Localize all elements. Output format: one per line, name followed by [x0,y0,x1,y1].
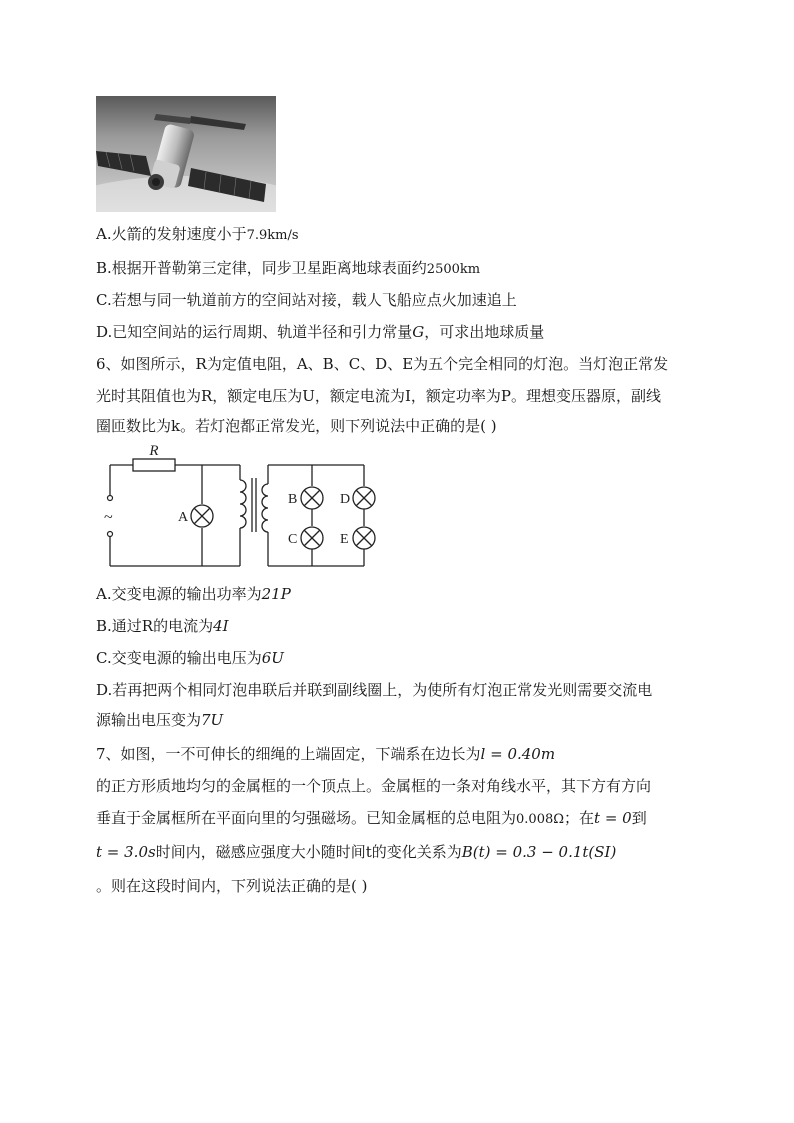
label-lamp-e: E [340,532,349,547]
formula: t = 0 [594,809,632,827]
label-lamp-c: C [288,532,298,547]
label-lamp-b: B [288,492,298,507]
q6-stem-line-2: 光时其阻值也为R，额定电压为U，额定电流为I，额定功率为P。理想变压器原，副线 [96,387,661,405]
q6-option-a [96,584,291,604]
q5-option-c [96,290,517,310]
q6-option-c [96,648,284,668]
formula: 7.9km/s [246,228,299,243]
stem-text: ；在 [564,809,595,827]
terminal-top [108,496,113,501]
formula: G [412,323,425,341]
formula: 2500km [426,262,481,277]
option-text: ，可求出地球质量 [424,323,545,341]
formula: 7U [201,711,224,729]
formula: 4I [213,617,229,635]
q5-option-a [96,224,299,246]
q5-option-b [96,258,480,280]
stem-text: 时间内，磁感应强度大小随时间t的变化关系为 [155,843,462,861]
q7-line-2: 的正方形质地均匀的金属框的一个顶点上。金属框的一条对角线水平，其下方有方向 [96,777,652,795]
label-lamp-d: D [340,492,351,507]
q6-option-b [96,616,229,636]
spacecraft-photo [96,96,276,212]
option-text: C.若想与同一轨道前方的空间站对接，载人飞船应点火加速追上 [96,291,517,309]
q5-option-d [96,322,544,342]
stem-text: 到 [631,809,647,827]
formula: 21P [261,585,291,603]
stem-text: 垂直于金属框所在平面向里的匀强磁场。已知金属框的总电阻为 [96,809,517,827]
option-text: B.通过R的电流为 [96,617,214,635]
q6-option-d-line-2 [96,710,223,730]
label-r: R [149,443,159,459]
option-text: A.火箭的发射速度小于 [96,225,247,243]
option-text: A.交变电源的输出功率为 [96,585,262,603]
formula: B(t) = 0.3 − 0.1t(SI) [461,843,617,861]
q7-line-3 [96,808,647,830]
formula: t = 3.0s [96,843,156,861]
label-lamp-a: A [178,510,189,525]
formula: l = 0.40m [480,745,556,763]
circuit-diagram [100,440,390,580]
q6-option-d-line-1 [96,680,652,700]
label-ac-source: ~ [104,509,113,526]
formula: 0.008Ω [516,812,565,827]
q6-stem-line-3: 圈匝数比为k。若灯泡都正常发光，则下列说法中正确的是( ) [96,417,497,435]
option-text: B.根据开普勒第三定律，同步卫星距离地球表面约 [96,259,427,277]
formula: 6U [261,649,284,667]
q7-line-1 [96,744,555,764]
q7-line-4 [96,842,616,862]
option-text: D.已知空间站的运行周期、轨道半径和引力常量 [96,323,413,341]
q6-stem-line-1: 6、如图所示，R为定值电阻，A、B、C、D、E为五个完全相同的灯泡。当灯泡正常发 [96,355,669,373]
option-text: D.若再把两个相同灯泡串联后并联到副线圈上，为使所有灯泡正常发光则需要交流电 [96,681,653,699]
stem-text: 7、如图，一不可伸长的细绳的上端固定，下端系在边长为 [96,745,481,763]
q7-line-5: 。则在这段时间内，下列说法正确的是( ) [96,877,368,895]
option-text: 源输出电压变为 [96,711,202,729]
option-text: C.交变电源的输出电压为 [96,649,262,667]
terminal-bottom [108,532,113,537]
